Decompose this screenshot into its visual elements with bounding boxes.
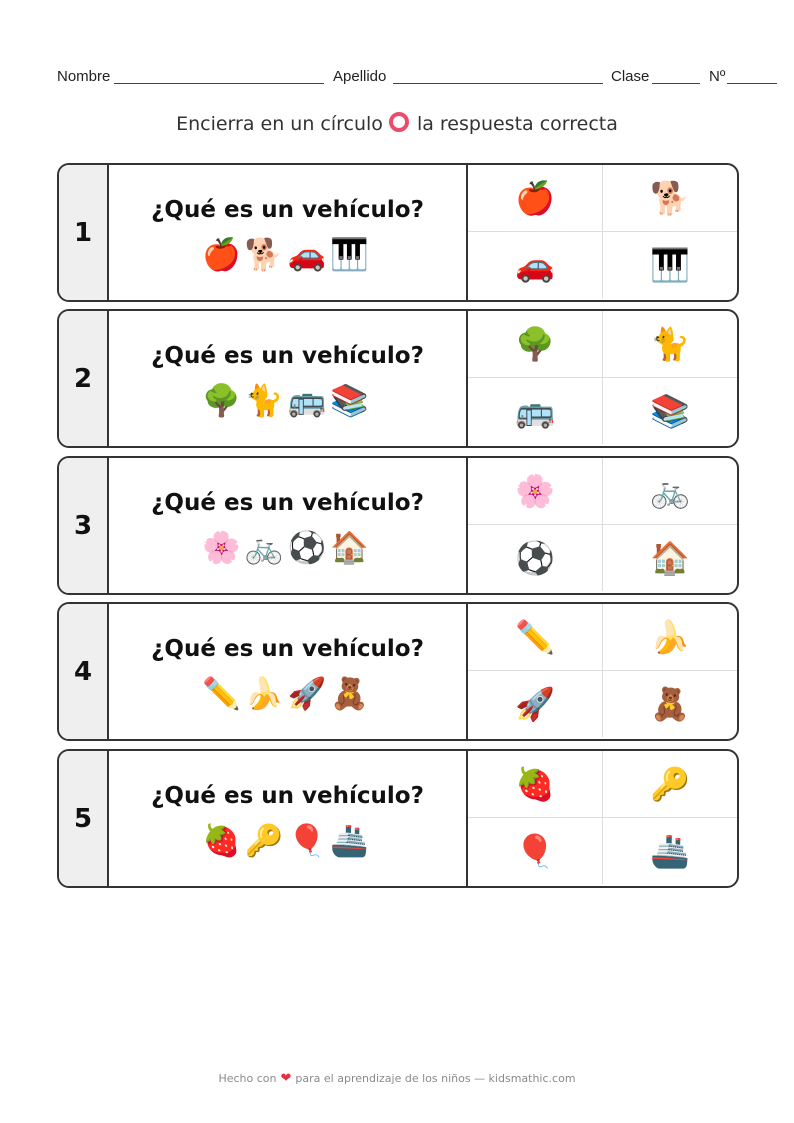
footer [0,1071,794,1086]
house-icon[interactable]: 🏠 [650,539,690,577]
flower-icon[interactable]: 🌸 [468,458,603,525]
heart-icon: ❤ [280,1071,292,1086]
question-text: ¿Qué es un vehículo? [151,343,424,369]
bus-icon[interactable]: 🚌 [468,378,603,444]
tree-icon[interactable]: 🌳 [468,311,603,378]
question-area [109,604,466,739]
surname-field[interactable] [393,83,603,84]
answer-options [466,604,739,739]
answer-options [466,458,739,593]
question-icons: 🍎🐕🚗🎹 [202,237,373,273]
footer-text-after: para el aprendizaje de los niños — kidsmathic.com [295,1072,576,1085]
soccer-ball-icon[interactable]: ⚽ [468,525,603,591]
question-area [109,458,466,593]
dog-icon[interactable]: 🐕 [603,165,737,232]
question-text: ¿Qué es un vehículo? [151,197,424,223]
ship-icon[interactable]: 🚢 [650,832,690,870]
balloon-icon[interactable]: 🎈 [468,818,603,884]
question-number: 5 [59,751,109,886]
car-icon[interactable]: 🚗 [468,232,603,298]
answer-options [466,165,739,300]
question-card [57,163,739,302]
question-number: 4 [59,604,109,739]
question-text: ¿Qué es un vehículo? [151,636,424,662]
key-icon[interactable]: 🔑 [603,751,737,818]
question-icons: 🍓🔑🎈🚢 [202,823,373,859]
name-label: Nombre [57,68,111,85]
question-icons: 🌳🐈🚌📚 [202,383,373,419]
question-area [109,751,466,886]
question-number: 2 [59,311,109,446]
question-icons: 🌸🚲⚽🏠 [202,530,373,566]
instruction-text-before: Encierra en un círculo [176,113,383,135]
question-card [57,749,739,888]
instruction-text-after: la respuesta correcta [416,113,618,135]
apple-icon[interactable]: 🍎 [468,165,603,232]
circle-icon [389,112,409,132]
question-card [57,456,739,595]
number-label: Nº [709,68,726,85]
number-field[interactable] [727,83,777,84]
instruction [0,112,794,135]
cat-icon[interactable]: 🐈 [603,311,737,378]
question-icons: ✏️🍌🚀🧸 [202,676,373,712]
pencil-icon[interactable]: ✏️ [468,604,603,671]
footer-text-before: Hecho con [218,1072,277,1085]
surname-label: Apellido [333,68,387,85]
question-number: 1 [59,165,109,300]
question-card [57,309,739,448]
piano-icon[interactable]: 🎹 [650,246,690,284]
answer-options [466,751,739,886]
question-number: 3 [59,458,109,593]
question-text: ¿Qué es un vehículo? [151,490,424,516]
answer-options [466,311,739,446]
question-text: ¿Qué es un vehículo? [151,783,424,809]
class-field[interactable] [652,83,700,84]
class-label: Clase [611,68,650,85]
name-field[interactable] [114,83,324,84]
rocket-icon[interactable]: 🚀 [468,671,603,737]
teddy-bear-icon[interactable]: 🧸 [650,685,690,723]
banana-icon[interactable]: 🍌 [603,604,737,671]
strawberry-icon[interactable]: 🍓 [468,751,603,818]
student-info-header [57,68,777,88]
question-area [109,311,466,446]
question-area [109,165,466,300]
question-card [57,602,739,741]
bicycle-icon[interactable]: 🚲 [603,458,737,525]
books-icon[interactable]: 📚 [650,392,690,430]
